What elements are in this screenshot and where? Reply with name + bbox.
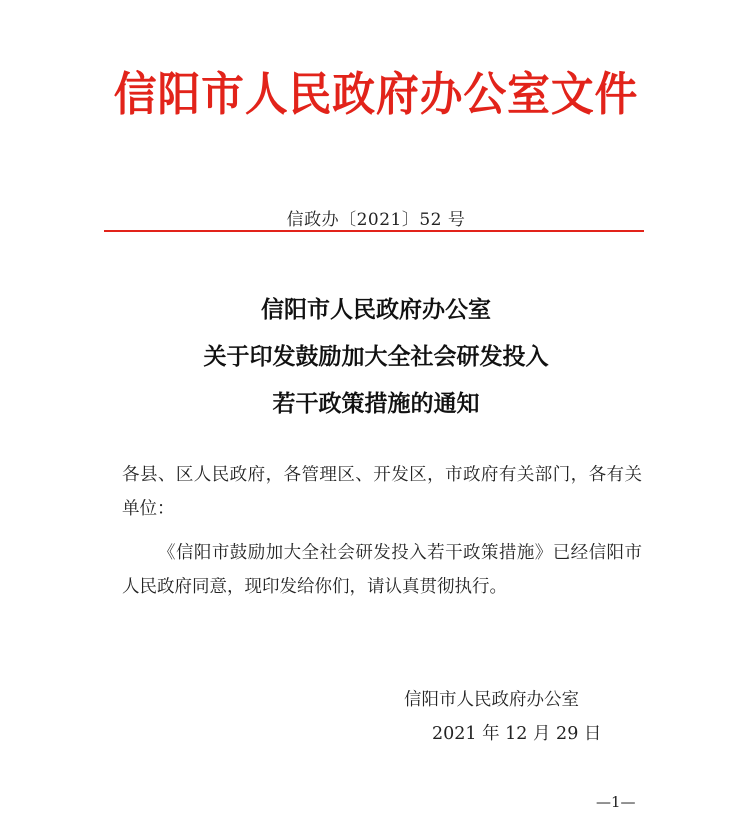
notice-title-line-2: 关于印发鼓励加大全社会研发投入	[203, 343, 549, 370]
issuer-signature: 信阳市人民政府办公室	[404, 690, 579, 710]
document-number: 信政办〔2021〕52 号	[286, 210, 466, 230]
page-number: —1—	[596, 793, 636, 811]
document-header-title: 信阳市人民政府办公室文件	[113, 67, 639, 121]
notice-title	[0, 286, 752, 427]
red-divider-line	[104, 230, 644, 232]
notice-title-line-1: 信阳市人民政府办公室	[261, 296, 491, 323]
notice-title-line-3: 若干政策措施的通知	[272, 390, 480, 417]
body-paragraph: 《信阳市鼓励加大全社会研发投入若干政策措施》已经信阳市人民政府同意，现印发给你们，请认真贯彻执行。	[122, 543, 642, 597]
issue-date: 2021 年 12 月 29 日	[432, 724, 602, 744]
salutation: 各县、区人民政府，各管理区、开发区，市政府有关部门，各有关单位：	[122, 465, 642, 519]
